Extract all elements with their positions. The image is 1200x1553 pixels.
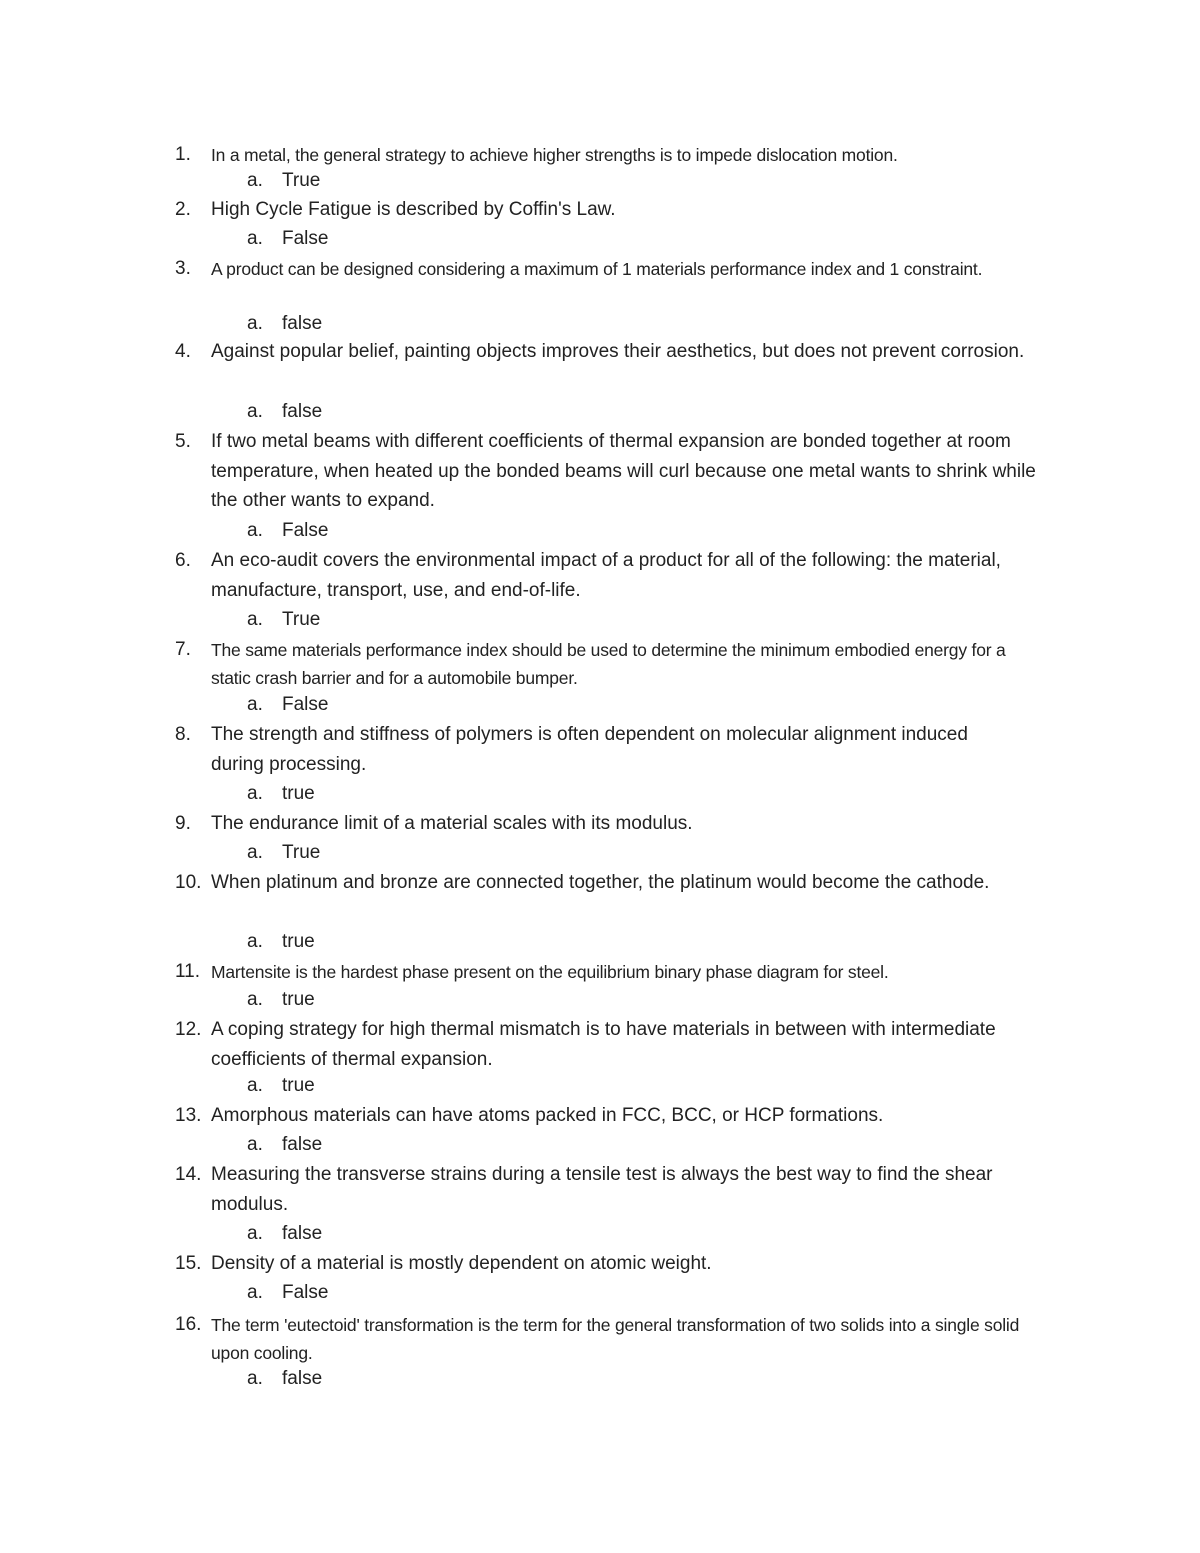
question-text: High Cycle Fatigue is described by Coffin's Law. bbox=[211, 199, 616, 220]
answer-text: false bbox=[282, 313, 323, 334]
answer-letter: a. bbox=[247, 1368, 263, 1389]
question-text: The strength and stiffness of polymers is often dependent on molecular alignment induced during processing. bbox=[211, 724, 968, 775]
answer-letter: a. bbox=[247, 170, 263, 191]
answer-text: false bbox=[282, 1223, 323, 1244]
answer-text: False bbox=[282, 1282, 329, 1303]
answer-text: false bbox=[282, 1368, 323, 1389]
question-number: 16. bbox=[175, 1314, 202, 1335]
question-number: 8. bbox=[175, 724, 191, 745]
question-number: 3. bbox=[175, 258, 191, 279]
answer-text: true bbox=[282, 989, 315, 1010]
question-text: Against popular belief, painting objects improves their aesthetics, but does not prevent corrosion. bbox=[211, 341, 1025, 362]
answer-letter: a. bbox=[247, 228, 263, 249]
question-number: 15. bbox=[175, 1253, 202, 1274]
answer-letter: a. bbox=[247, 931, 263, 952]
answer-text: False bbox=[282, 228, 329, 249]
answer-line bbox=[247, 224, 328, 253]
question-text: When platinum and bronze are connected together, the platinum would become the cathode. bbox=[211, 872, 990, 893]
answer-letter: a. bbox=[247, 1134, 263, 1155]
question-text: A coping strategy for high thermal mismatch is to have materials in between with intermediate coefficients of thermal expansion. bbox=[211, 1019, 996, 1070]
answer-letter: a. bbox=[247, 609, 263, 630]
answer-letter: a. bbox=[247, 313, 263, 334]
answer-letter: a. bbox=[247, 520, 263, 541]
answer-letter: a. bbox=[247, 1282, 263, 1303]
answer-line bbox=[247, 838, 320, 867]
question-number: 14. bbox=[175, 1164, 202, 1185]
answer-line bbox=[247, 397, 322, 426]
question-text: The endurance limit of a material scales with its modulus. bbox=[211, 813, 693, 834]
answer-text: true bbox=[282, 1075, 315, 1096]
question-number: 2. bbox=[175, 199, 191, 220]
question-text: Measuring the transverse strains during a tensile test is always the best way to find the shear modulus. bbox=[211, 1164, 993, 1215]
question-number: 11. bbox=[175, 961, 201, 982]
question-text: A product can be designed considering a maximum of 1 materials performance index and 1 constraint. bbox=[211, 259, 983, 279]
question-text: An eco-audit covers the environmental impact of a product for all of the following: the material, manufacture, transport, use, and end-of-life. bbox=[211, 550, 1001, 601]
answer-letter: a. bbox=[247, 842, 263, 863]
question-text: In a metal, the general strategy to achieve higher strengths is to impede dislocation motion. bbox=[211, 145, 898, 165]
answer-text: true bbox=[282, 783, 315, 804]
answer-line bbox=[247, 985, 315, 1014]
answer-letter: a. bbox=[247, 989, 263, 1010]
question-number: 1. bbox=[175, 144, 191, 165]
question-number: 6. bbox=[175, 550, 191, 571]
answer-line bbox=[247, 1219, 322, 1248]
question-text: The same materials performance index should be used to determine the minimum embodied energy for a static crash barrier and for a automobile bumper. bbox=[211, 640, 1006, 688]
question-number: 5. bbox=[175, 431, 191, 452]
answer-line bbox=[247, 1364, 322, 1393]
question-text: The term 'eutectoid' transformation is the term for the general transformation of two solids into a single solid upon cooling. bbox=[211, 1315, 1020, 1363]
question-number: 7. bbox=[175, 639, 191, 660]
answer-letter: a. bbox=[247, 1223, 263, 1244]
question-number: 4. bbox=[175, 341, 191, 362]
answer-text: true bbox=[282, 931, 315, 952]
answer-line bbox=[247, 605, 320, 634]
question-number: 13. bbox=[175, 1105, 202, 1126]
answer-line bbox=[247, 1278, 328, 1307]
question-text: Density of a material is mostly dependent on atomic weight. bbox=[211, 1253, 712, 1274]
question-number: 10. bbox=[175, 872, 202, 893]
question-text: Amorphous materials can have atoms packed in FCC, BCC, or HCP formations. bbox=[211, 1105, 884, 1126]
answer-letter: a. bbox=[247, 694, 263, 715]
question-number: 9. bbox=[175, 813, 191, 834]
answer-line bbox=[247, 166, 320, 195]
answer-line bbox=[247, 1071, 315, 1100]
answer-text: False bbox=[282, 694, 329, 715]
answer-line bbox=[247, 309, 322, 338]
answer-letter: a. bbox=[247, 783, 263, 804]
answer-letter: a. bbox=[247, 1075, 263, 1096]
question-number: 12. bbox=[175, 1019, 202, 1040]
answer-letter: a. bbox=[247, 401, 263, 422]
question-text: Martensite is the hardest phase present on the equilibrium binary phase diagram for steel. bbox=[211, 962, 889, 982]
answer-text: True bbox=[282, 609, 321, 630]
answer-line bbox=[247, 1130, 322, 1159]
answer-text: True bbox=[282, 842, 321, 863]
answer-line bbox=[247, 690, 328, 719]
question-text: If two metal beams with different coefficients of thermal expansion are bonded together at room temperature, when heated up the bonded beams will curl because one metal wants to shrink while the other wants to expand. bbox=[211, 431, 1036, 512]
answer-text: false bbox=[282, 1134, 323, 1155]
answer-line bbox=[247, 927, 315, 956]
answer-line bbox=[247, 516, 328, 545]
answer-text: false bbox=[282, 401, 323, 422]
answer-line bbox=[247, 779, 315, 808]
answer-text: False bbox=[282, 520, 329, 541]
answer-text: True bbox=[282, 170, 321, 191]
